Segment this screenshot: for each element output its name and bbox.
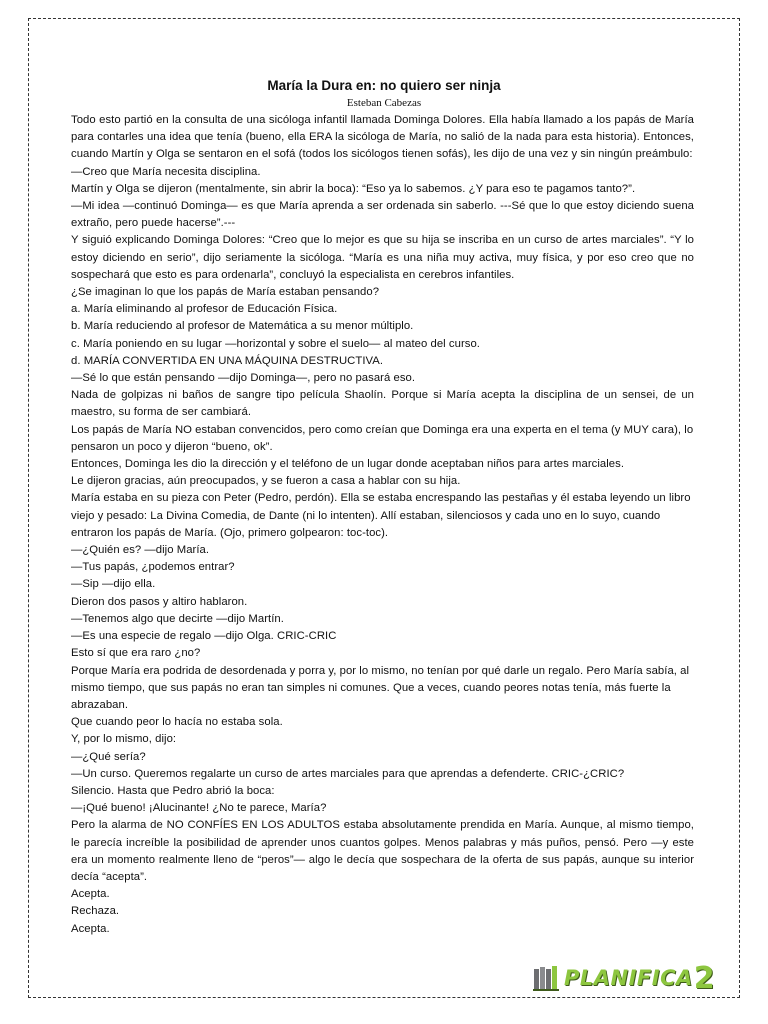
logo-number: 2	[693, 960, 715, 996]
paragraph: Porque María era podrida de desordenada y porra y, por lo mismo, no tenían por qué darle un regalo. Pero María sabía, al mismo tiempo, que sus papás no eran tan simples ni comunes. Que a veces, cuando peores notas tenía, más fuerte la abrazaban.	[71, 664, 690, 711]
paragraph: —Tenemos algo que decirte —dijo Martín.	[71, 612, 284, 625]
paragraph: Que cuando peor lo hacía no estaba sola.	[71, 716, 283, 729]
paragraph: Rechaza.	[71, 905, 120, 918]
paragraph: Le dijeron gracias, aún preocupados, y se fueron a casa a hablar con su hija.	[71, 475, 461, 488]
paragraph: —Sip —dijo ella.	[71, 578, 156, 591]
paragraph: Esto sí que era raro ¿no?	[71, 647, 201, 660]
logo-text: PLANIFICA	[564, 966, 693, 990]
paragraph: —Creo que María necesita disciplina.	[71, 165, 261, 178]
paragraph: —Tus papás, ¿podemos entrar?	[71, 561, 235, 574]
paragraph: —Sé lo que están pensando —dijo Dominga—, pero no pasará eso.	[71, 372, 416, 385]
list-item: a. María eliminando al profesor de Educación Física.	[71, 303, 338, 316]
list-item: d. MARÍA CONVERTIDA EN UNA MÁQUINA DESTRUCTIVA.	[71, 354, 384, 367]
paragraph: Nada de golpizas ni baños de sangre tipo película Shaolín. Porque si María acepta la disciplina de un sensei, de un maestro, su forma de ser cambiará.	[71, 389, 694, 419]
list-item: c. María poniendo en su lugar —horizontal y sobre el suelo— al mateo del curso.	[71, 337, 480, 350]
paragraph: Entonces, Dominga les dio la dirección y el teléfono de un lugar donde aceptaban niños para artes marciales.	[71, 458, 625, 471]
planifica-logo	[532, 960, 722, 996]
paragraph: —¿Qué sería?	[71, 750, 146, 763]
paragraph: Acepta.	[71, 922, 110, 935]
paragraph: Martín y Olga se dijeron (mentalmente, sin abrir la boca): “Eso ya lo sabemos. ¿Y para eso te pagamos tanto?”.	[71, 182, 636, 195]
story-title: María la Dura en: no quiero ser ninja	[267, 78, 501, 93]
book-icon	[532, 963, 560, 993]
paragraph: Todo esto partió en la consulta de una sicóloga infantil llamada Dominga Dolores. Ella había llamado a los papás de María para contarles una idea que tenía (bueno, ella ERA la sicóloga de María, no salió de la nada para esta historia). Entonces, cuando Martín y Olga se sentaron en el sofá (todos los sicólogos tienen sofás), les dijo de una vez y sin ningún preámbulo:	[71, 114, 694, 161]
paragraph: —Un curso. Queremos regalarte un curso de artes marciales para que aprendas a defenderte. CRIC-¿CRIC?	[71, 767, 625, 780]
story-body	[71, 112, 694, 938]
paragraph: Dieron dos pasos y altiro hablaron.	[71, 595, 248, 608]
paragraph: Pero la alarma de NO CONFÍES EN LOS ADULTOS estaba absolutamente prendida en María. Aunque, al mismo tiempo, le parecía increíble la posibilidad de aprender unos cuantos golpes. Menos palabras y más puños, pensó. Pero —y este era un momento realmente lleno de “peros”— algo le decía que sospechara de la oferta de sus papás, aunque su interior decía “acepta”.	[71, 819, 694, 883]
story-author: Esteban Cabezas	[346, 97, 422, 109]
paragraph: Y, por lo mismo, dijo:	[71, 733, 177, 746]
paragraph: Silencio. Hasta que Pedro abrió la boca:	[71, 784, 275, 797]
paragraph: —¿Quién es? —dijo María.	[71, 544, 210, 557]
paragraph: ¿Se imaginan lo que los papás de María estaban pensando?	[71, 286, 380, 299]
paragraph: —Es una especie de regalo —dijo Olga. CRIC-CRIC	[71, 630, 337, 643]
list-item: b. María reduciendo al profesor de Matemática a su menor múltiplo.	[71, 320, 414, 333]
paragraph: Los papás de María NO estaban convencidos, pero como creían que Dominga era una experta en el tema (y MUY cara), lo pensaron un poco y dijeron “bueno, ok”.	[71, 423, 694, 453]
paragraph: María estaba en su pieza con Peter (Pedro, perdón). Ella se estaba encrespando las pestañas y él estaba leyendo un libro viejo y pesado: La Divina Comedia, de Dante (ni lo intenten). Allí estaban, silenciosos y cada uno en lo suyo, cuando entraron los papás de María. (Ojo, primero golpearon: toc-toc).	[71, 492, 691, 539]
paragraph: Acepta.	[71, 888, 110, 901]
paragraph: Y siguió explicando Dominga Dolores: “Creo que lo mejor es que su hija se inscriba en un curso de artes marciales”. “Y lo estoy diciendo en serio”, dijo seriamente la sicóloga. “María es una niña muy activa, muy física, y por eso creo que no sospechará que esto es para ordenarla”, concluyó la especialista en cerebros infantiles.	[71, 234, 694, 281]
paragraph: —¡Qué bueno! ¡Alucinante! ¿No te parece, María?	[71, 802, 327, 815]
paragraph: —Mi idea —continuó Dominga— es que María aprenda a ser ordenada sin saberlo. ---Sé que lo que estoy diciendo suena extraño, pero puede hacerse”.---	[71, 200, 694, 230]
